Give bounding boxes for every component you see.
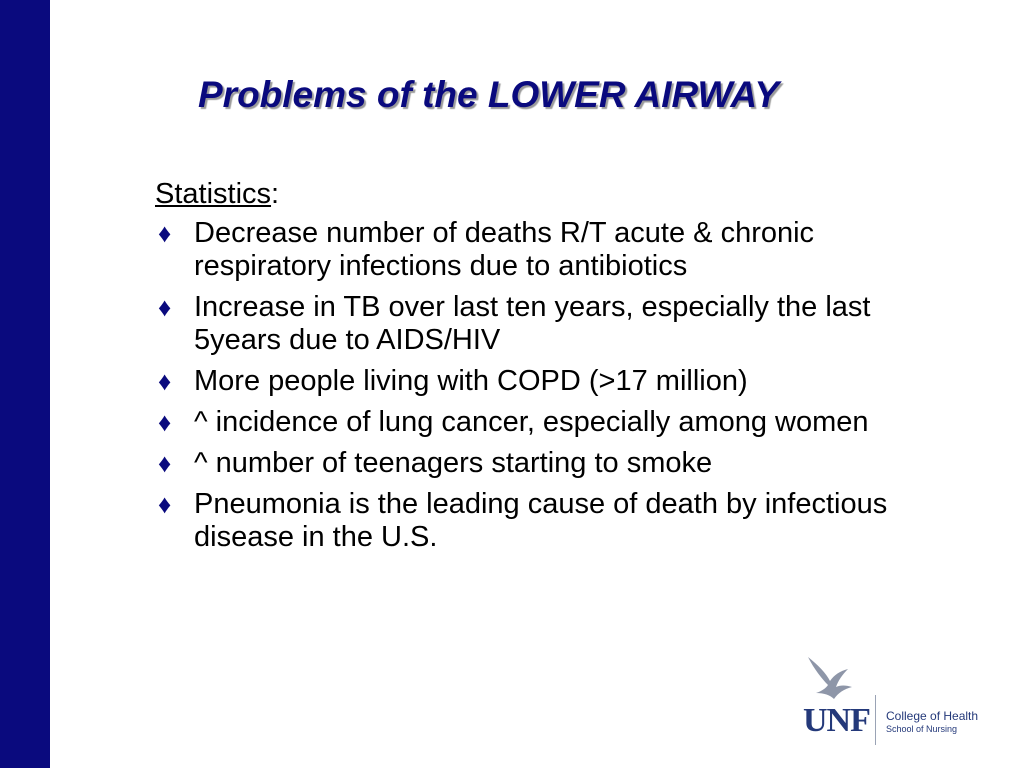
slide-title: Problems of the LOWER AIRWAY bbox=[198, 74, 780, 115]
list-item-text: More people living with COPD (>17 million) bbox=[194, 365, 748, 397]
unf-logo-text: UNF bbox=[803, 702, 870, 739]
statistics-colon: : bbox=[271, 178, 280, 210]
diamond-bullet-icon: ♦ bbox=[158, 366, 172, 396]
list-item-text: Pneumonia is the leading cause of death by infectious disease in the U.S. bbox=[194, 488, 888, 553]
logo-divider bbox=[875, 695, 876, 745]
diamond-bullet-icon: ♦ bbox=[158, 489, 172, 519]
list-item-text: Decrease number of deaths R/T acute & chronic respiratory infections due to antibiotics bbox=[194, 217, 815, 282]
list-item-text: ^ incidence of lung cancer, especially among women bbox=[194, 406, 869, 438]
list-item-text: ^ number of teenagers starting to smoke bbox=[194, 447, 713, 479]
diamond-bullet-icon: ♦ bbox=[158, 218, 172, 248]
school-name: School of Nursing bbox=[886, 724, 958, 734]
list-item bbox=[155, 447, 945, 480]
osprey-bird-icon bbox=[800, 655, 860, 705]
list-item-text: Increase in TB over last ten years, especially the last 5years due to AIDS/HIV bbox=[194, 291, 871, 356]
diamond-bullet-icon: ♦ bbox=[158, 407, 172, 437]
list-item bbox=[155, 406, 945, 439]
list-item bbox=[155, 365, 945, 398]
statistics-list bbox=[155, 217, 945, 554]
statistics-label: Statistics bbox=[155, 178, 272, 210]
left-accent-bar bbox=[0, 0, 50, 768]
slide-content bbox=[155, 178, 945, 562]
diamond-bullet-icon: ♦ bbox=[158, 292, 172, 322]
list-item bbox=[155, 217, 945, 283]
list-item bbox=[155, 488, 945, 554]
unf-logo bbox=[800, 655, 980, 750]
list-item bbox=[155, 291, 945, 357]
diamond-bullet-icon: ♦ bbox=[158, 448, 172, 478]
statistics-heading bbox=[155, 178, 945, 211]
college-name: College of Health bbox=[886, 709, 979, 723]
